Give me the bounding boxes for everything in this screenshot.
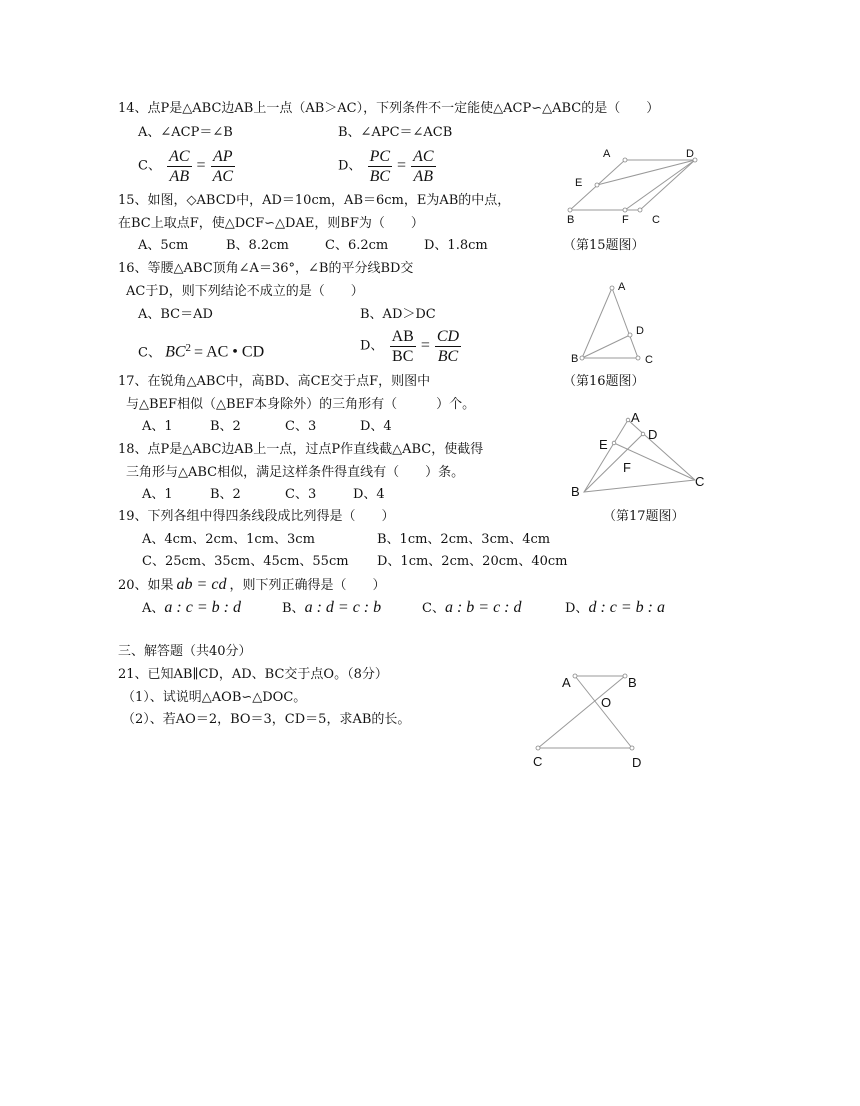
q16-label-b: B xyxy=(571,353,579,365)
section3-heading: 三、解答题（共40分） xyxy=(118,644,252,659)
q21-label-a: A xyxy=(562,675,571,690)
q17-option-b: B、2 xyxy=(210,419,241,434)
q21-label-c: C xyxy=(533,754,543,769)
q21-stem: 21、已知AB∥CD，AD、BC交于点O。（8分） xyxy=(118,667,388,682)
q16-option-d: D、 $\frac{AB}{BC}$ = $\frac{CD}{BC}$ xyxy=(360,327,460,365)
q17-label-c: C xyxy=(695,474,705,489)
q15-label-d: D xyxy=(686,148,694,160)
q17-caption: （第17题图） xyxy=(603,509,685,524)
q17-triangle-abc xyxy=(584,420,695,492)
q18-option-a: A、1 xyxy=(142,487,173,502)
q15-parallelogram-abcd xyxy=(570,160,695,210)
q19-option-b: B、1cm、2cm、3cm、4cm xyxy=(377,532,551,547)
q20-option-a: A、a : c = b : d xyxy=(142,599,241,616)
q16-option-a: A、BC＝AD xyxy=(138,307,213,322)
q17-label-d: D xyxy=(648,427,658,442)
q18-option-c: C、3 xyxy=(285,487,317,502)
q19-option-d: D、1cm、2cm、20cm、40cm xyxy=(377,554,568,569)
q17-label-b: B xyxy=(571,484,580,499)
q17-acute-triangle-figure xyxy=(570,410,710,500)
q16-label-d: D xyxy=(636,325,644,337)
q15-caption: （第15题图） xyxy=(563,238,645,253)
q15-label-a: A xyxy=(603,148,611,160)
q16-label-c: C xyxy=(645,354,653,366)
q19-option-a: A、4cm、2cm、1cm、3cm xyxy=(142,532,315,547)
q17-line1: 17、在锐角△ABC中，高BD、高CE交于点F，则图中 xyxy=(118,374,431,389)
q16-option-b: B、AD＞DC xyxy=(360,307,436,322)
q15-label-c: C xyxy=(652,214,660,226)
q15-option-b: B、8.2cm xyxy=(226,238,289,253)
q16-label-a: A xyxy=(618,281,626,293)
q16-isosceles-triangle-figure xyxy=(570,280,660,365)
q20-stem: 20、如果 ab = cd ，则下列正确得是（ ） xyxy=(118,576,386,593)
q16-bisector-bd xyxy=(582,335,630,358)
q17-label-a: A xyxy=(631,410,640,425)
q16-triangle-abc xyxy=(582,288,638,358)
q21-segment-ad xyxy=(575,676,632,748)
q16-caption: （第16题图） xyxy=(563,374,645,389)
q16-option-c: C、 $BC^2$ = AC • CD xyxy=(138,342,265,361)
q20-option-b: B、a : d = c : b xyxy=(282,599,382,616)
q15-label-e: E xyxy=(575,177,583,189)
q14-stem: 14、点P是△ABC边AB上一点（AB＞AC），下列条件不一定能使△ACP∽△ABC的是（ ） xyxy=(118,101,660,116)
q15-segment-fd xyxy=(625,160,695,210)
q14-option-a: A、∠ACP＝∠B xyxy=(138,125,233,140)
q17-option-c: C、3 xyxy=(285,419,317,434)
q17-option-a: A、1 xyxy=(142,419,173,434)
q21-segment-bc xyxy=(538,676,625,748)
q15-option-d: D、1.8cm xyxy=(424,238,488,253)
q14-option-c: C、 $\frac{AC}{AB}$ = $\frac{AP}{AC}$ xyxy=(138,147,234,185)
q21-label-d: D xyxy=(632,755,642,770)
q21-part1: （1）、试说明△AOB∽△DOC。 xyxy=(122,690,307,705)
q15-label-b: B xyxy=(567,214,575,226)
q14-option-b: B、∠APC＝∠ACB xyxy=(338,125,453,140)
q17-label-e: E xyxy=(599,437,608,452)
q15-option-c: C、6.2cm xyxy=(325,238,389,253)
q14-option-d: D、 $\frac{PC}{BC}$ = $\frac{AC}{AB}$ xyxy=(338,147,434,185)
q15-line2: 在BC上取点F，使△DCF∽△DAE，则BF为（ ） xyxy=(118,216,424,231)
q17-option-d: D、4 xyxy=(360,419,392,434)
q20-option-d: D、d : c = b : a xyxy=(565,599,665,616)
q18-line2: 三角形与△ABC相似，满足这样条件得直线有（ ）条。 xyxy=(126,465,465,480)
q21-label-o: O xyxy=(601,695,612,710)
q16-line1: 16、等腰△ABC顶角∠A＝36°，∠B的平分线BD交 xyxy=(118,261,414,276)
q20-option-c: C、a : b = c : d xyxy=(422,599,522,616)
q19-option-c: C、25cm、35cm、45cm、55cm xyxy=(142,554,349,569)
q15-label-f: F xyxy=(622,214,629,226)
q17-line2: 与△BEF相似（△BEF本身除外）的三角形有（ ）个。 xyxy=(126,397,476,412)
q15-line1: 15、如图，◇ABCD中，AD＝10cm，AB＝6cm，E为AB的中点， xyxy=(118,193,511,208)
q18-option-d: D、4 xyxy=(353,487,385,502)
q17-label-f: F xyxy=(623,460,631,475)
q18-option-b: B、2 xyxy=(210,487,241,502)
q16-line2: AC于D，则下列结论不成立的是（ ） xyxy=(126,284,364,299)
q21-part2: （2）、若AO＝2，BO＝3，CD＝5，求AB的长。 xyxy=(122,712,411,727)
q21-label-b: B xyxy=(628,675,637,690)
q18-line1: 18、点P是△ABC边AB上一点，过点P作直线截△ABC，使截得 xyxy=(118,442,484,457)
q15-option-a: A、5cm xyxy=(138,238,189,253)
q19-stem: 19、下列各组中得四条线段成比列得是（ ） xyxy=(118,509,395,524)
q15-parallelogram-figure xyxy=(560,150,710,230)
